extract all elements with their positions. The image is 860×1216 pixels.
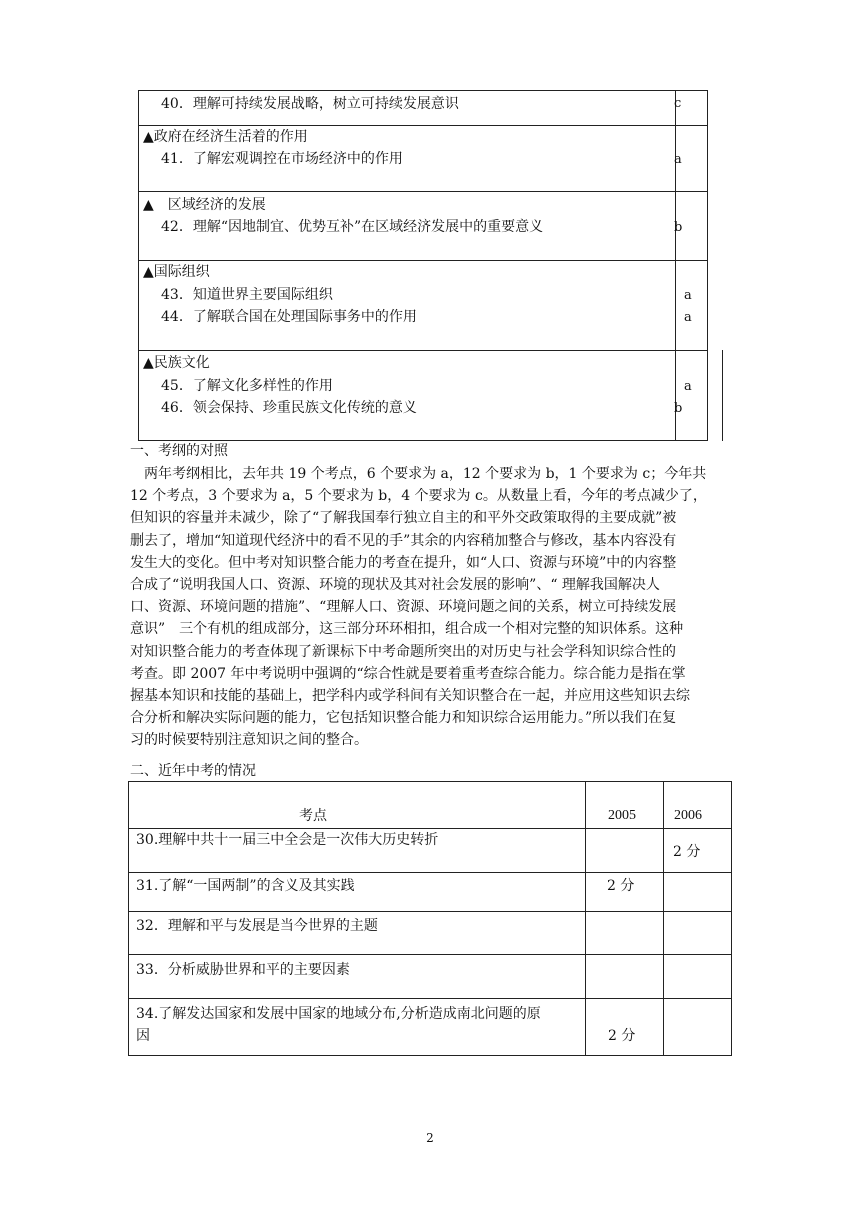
- paragraph-line: 口、资源、环境问题的措施”、“理解人口、资源、环境问题之间的关系，树立可持续发展: [130, 599, 677, 616]
- paragraph-line: 但知识的容量并未减少，除了“了解我国奉行独立自主的和平外交政策取得的主要成就”被: [130, 510, 677, 527]
- section-heading: 二、近年中考的情况: [130, 763, 256, 779]
- paragraph-line: 对知识整合能力的考查体现了新课标下中考命题所突出的对历史与社会学科知识综合性的: [130, 643, 676, 660]
- score-2006: 2 分: [673, 844, 701, 860]
- column-header-topic: 考点: [299, 808, 327, 824]
- score-2005: 2 分: [607, 878, 635, 894]
- standards-row: [138, 350, 708, 441]
- column-header-2006: 2006: [674, 808, 702, 823]
- paragraph-line: 合成了“说明我国人口、资源、环境的现状及其对社会发展的影响”、“ 理解我国解决人: [130, 576, 660, 593]
- paragraph-line: 12 个考点，3 个要求为 a，5 个要求为 b，4 个要求为 c。从数量上看，今年的考点减少了，: [130, 488, 707, 505]
- standard-item: 43．知道世界主要国际组织: [161, 287, 333, 303]
- paragraph-line: 习的时候要特别注意知识之间的整合。: [130, 732, 368, 749]
- column-header-2005: 2005: [608, 808, 636, 823]
- paragraph-line: 合分析和解决实际问题的能力，它包括知识整合能力和知识综合运用能力。”所以我们在复: [130, 710, 677, 727]
- standard-item: 46．领会保持、珍重民族文化传统的意义: [161, 400, 417, 416]
- standard-item: 42．理解“因地制宜、优势互补”在区域经济发展中的重要意义: [161, 219, 544, 235]
- requirement-level: a: [684, 310, 692, 325]
- standards-row: [138, 125, 708, 192]
- requirement-level: b: [674, 401, 683, 416]
- paragraph-line: 两年考纲相比，去年共 19 个考点，6 个要求为 a，12 个要求为 b，1 个要求为 c；今年共: [130, 466, 707, 482]
- requirement-level: b: [674, 220, 683, 235]
- category-heading: ▲ 区域经济的发展: [143, 197, 266, 213]
- paragraph-line: 握基本知识和技能的基础上，把学科内或学科间有关知识整合在一起，并应用这些知识去综: [130, 687, 690, 704]
- standard-item: 44．了解联合国在处理国际事务中的作用: [161, 309, 417, 325]
- requirement-level: a: [684, 288, 692, 303]
- category-heading: ▲民族文化: [143, 355, 210, 371]
- requirement-level: a: [674, 152, 682, 167]
- exam-topic: 34.了解发达国家和发展中国家的地域分布,分析造成南北问题的原: [136, 1006, 541, 1022]
- standards-row: [138, 90, 708, 126]
- standards-row: [138, 191, 708, 261]
- exam-table: [128, 781, 732, 1056]
- requirement-level: c: [674, 96, 682, 111]
- section-heading: 一、考纲的对照: [130, 443, 228, 459]
- paragraph-line: 删去了，增加“知道现代经济中的看不见的手”其余的内容稍加整合与修改，基本内容没有: [130, 532, 677, 549]
- page-number: 2: [426, 1131, 434, 1145]
- exam-topic: 33．分析威胁世界和平的主要因素: [136, 962, 350, 978]
- exam-topic: 32．理解和平与发展是当今世界的主题: [136, 918, 378, 934]
- exam-topic: 30.理解中共十一届三中全会是一次伟大历史转折: [136, 832, 439, 848]
- category-heading: ▲政府在经济生活着的作用: [143, 129, 308, 145]
- paragraph-line: 发生大的变化。但中考对知识整合能力的考查在提升，如“人口、资源与环境”中的内容整: [130, 554, 677, 571]
- body-paragraph: [130, 463, 726, 751]
- exam-topic-continued: 因: [136, 1028, 150, 1044]
- standard-item: 45．了解文化多样性的作用: [161, 378, 333, 394]
- standards-row: [138, 260, 708, 351]
- exam-topic: 31.了解“一国两制”的含义及其实践: [136, 878, 355, 894]
- table-border-line: [722, 350, 723, 441]
- paragraph-line: 意识” 三个有机的组成部分，这三部分环环相扣，组合成一个相对完整的知识体系。这种: [130, 621, 684, 638]
- category-heading: ▲国际组织: [143, 264, 210, 280]
- paragraph-line: 考查。即 2007 年中考说明中强调的“综合性就是要着重考查综合能力。综合能力是指在掌: [130, 665, 686, 682]
- standard-item: 40．理解可持续发展战略，树立可持续发展意识: [161, 96, 459, 112]
- requirement-level: a: [684, 379, 692, 394]
- score-2005: 2 分: [608, 1028, 636, 1044]
- standard-item: 41．了解宏观调控在市场经济中的作用: [161, 151, 403, 167]
